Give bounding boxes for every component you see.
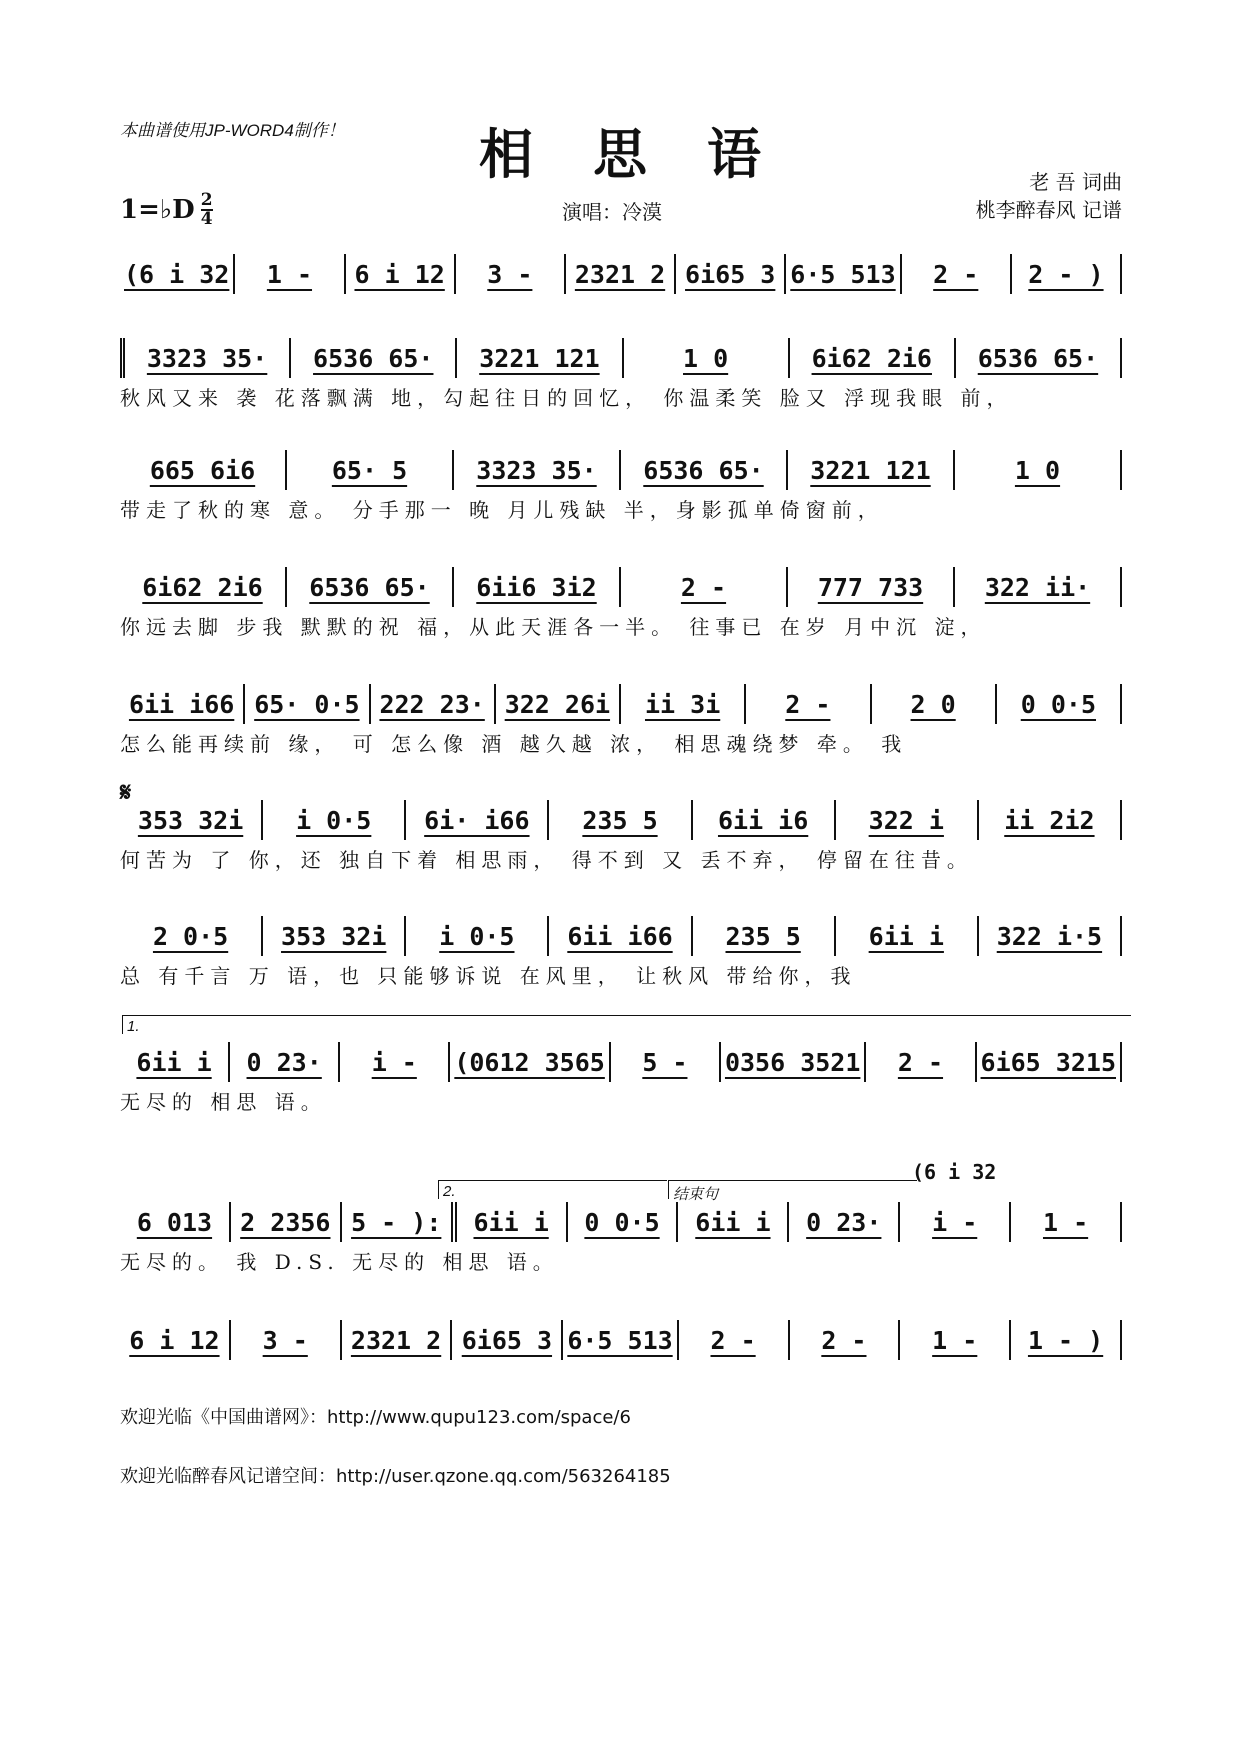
segno-mark: 𝄋 — [120, 778, 132, 808]
measure: (0612 3565 — [450, 1042, 611, 1082]
measure-line — [120, 1200, 1122, 1244]
measure: 6ii i — [120, 1042, 230, 1082]
measure: 235 5 — [549, 800, 692, 840]
volta-2: 2. — [438, 1180, 667, 1199]
measure: 1 0 — [955, 450, 1122, 490]
lyric-line: 总 有千言 万 语，也 只能够诉说 在风里， 让秋风 带给你，我 — [120, 964, 857, 988]
measure: 0356 3521 — [721, 1042, 866, 1082]
measure: 2 - ) — [1012, 254, 1122, 294]
measure: 3221 121 — [457, 338, 623, 378]
measure: 6536 65· — [956, 338, 1122, 378]
ending-intro: (6 i 32 — [912, 1160, 997, 1184]
score-row — [120, 682, 1122, 757]
footer-link-1[interactable]: 欢迎光临《中国曲谱网》：http://www.qupu123.com/space/6 — [120, 1407, 631, 1428]
measure: 6536 65· — [291, 338, 457, 378]
measure-line — [120, 336, 1122, 380]
measure: 222 23· — [371, 684, 496, 724]
measure: 322 ii· — [955, 567, 1122, 607]
measure: i 0·5 — [263, 800, 406, 840]
measure: 322 26i — [496, 684, 621, 724]
measure: 2 0 — [872, 684, 997, 724]
measure: 65· 5 — [287, 450, 454, 490]
measure: 6536 65· — [287, 567, 454, 607]
measure: 6 i 12 — [120, 1320, 231, 1360]
measure: ii 2i2 — [979, 800, 1122, 840]
score-row — [120, 798, 1122, 873]
measure: 777 733 — [788, 567, 955, 607]
lyric-line: 你远去脚 步我 默默的祝 福，从此天涯各一半。 往事已 在岁 月中沉 淀， — [120, 615, 987, 639]
measure-line — [120, 914, 1122, 958]
score-row — [120, 336, 1122, 411]
lyric-line: 带走了秋的寒 意。 分手那一 晚 月儿残缺 半，身影孤单倚窗前， — [120, 498, 884, 522]
singer: 演唱：冷漠 — [562, 200, 662, 224]
measure: 2 0·5 — [120, 916, 263, 956]
measure: 2 - — [679, 1320, 790, 1360]
measure: 1 - ) — [1011, 1320, 1122, 1360]
lyric-line: 何苦为 了 你，还 独自下着 相思雨， 得不到 又 丢不弃， 停留在往昔。 — [120, 848, 973, 872]
measure: 6i65 3215 — [977, 1042, 1122, 1082]
measure: 6 i 12 — [346, 254, 456, 294]
time-signature — [201, 192, 213, 228]
score-row — [120, 1040, 1122, 1115]
measure: 1 - — [235, 254, 345, 294]
measure-line — [120, 448, 1122, 492]
lyric-line: 无尽的。 我 D.S. 无尽的 相思 语。 — [120, 1250, 559, 1274]
measure: 3 - — [231, 1320, 342, 1360]
score-row — [120, 914, 1122, 989]
measure: 0 0·5 — [568, 1202, 679, 1242]
measure: 2321 2 — [342, 1320, 453, 1360]
measure: 322 i·5 — [979, 916, 1122, 956]
transcriber: 桃李醉春风 记谱 — [975, 198, 1122, 222]
measure: 0 23· — [789, 1202, 900, 1242]
lyric-line: 怎么能再续前 缘， 可 怎么像 酒 越久越 浓， 相思魂绕梦 牵。 我 — [120, 732, 908, 756]
measure: 2321 2 — [566, 254, 676, 294]
volta-1: 1. — [122, 1015, 1131, 1034]
measure: 353 32i — [120, 800, 263, 840]
measure: 6i· i66 — [406, 800, 549, 840]
measure-line — [120, 565, 1122, 609]
measure: 6i62 2i6 — [790, 338, 956, 378]
measure: 5 - ): — [342, 1202, 457, 1242]
time-denominator: 4 — [200, 209, 213, 229]
measure: 3221 121 — [788, 450, 955, 490]
measure-line — [120, 798, 1122, 842]
measure: 665 6i6 — [120, 450, 287, 490]
measure: ii 3i — [621, 684, 746, 724]
lyricist-composer: 老 吾 词曲 — [1029, 170, 1122, 194]
measure: 6ii i — [678, 1202, 789, 1242]
measure: 65· 0·5 — [245, 684, 370, 724]
score-row — [120, 1318, 1122, 1364]
measure: 1 0 — [624, 338, 790, 378]
lyric-line: 秋风又来 袭 花落飘满 地，勾起往日的回忆， 你温柔笑 脸又 浮现我眼 前， — [120, 386, 1013, 410]
measure-line — [120, 1040, 1122, 1084]
key-signature — [120, 192, 213, 228]
score-row — [120, 252, 1122, 298]
measure: 2 - — [746, 684, 871, 724]
song-title: 相思语 — [479, 122, 821, 186]
software-note: 本曲谱使用JP-WORD4制作！ — [120, 121, 345, 140]
measure: 6ii6 3i2 — [454, 567, 621, 607]
measure: i - — [900, 1202, 1011, 1242]
measure: 322 i — [836, 800, 979, 840]
measure: 2 - — [621, 567, 788, 607]
measure: 353 32i — [263, 916, 406, 956]
measure: 0 0·5 — [997, 684, 1122, 724]
key-label: 1=♭D — [120, 195, 195, 225]
measure: 2 - — [790, 1320, 901, 1360]
measure: 6ii i — [457, 1202, 568, 1242]
lyric-line: 无尽的 相思 语。 — [120, 1090, 327, 1114]
measure: 2 - — [902, 254, 1012, 294]
measure-line — [120, 682, 1122, 726]
measure: 6i62 2i6 — [120, 567, 287, 607]
measure: 3323 35· — [454, 450, 621, 490]
measure: 6i65 3 — [452, 1320, 563, 1360]
measure: 6ii i — [836, 916, 979, 956]
measure: 3 - — [456, 254, 566, 294]
measure: 235 5 — [693, 916, 836, 956]
measure-line — [120, 252, 1122, 296]
measure: 6ii i6 — [693, 800, 836, 840]
measure: 6i65 3 — [676, 254, 786, 294]
measure: 6ii i66 — [549, 916, 692, 956]
time-numerator: 2 — [200, 190, 213, 210]
measure: 2 - — [866, 1042, 976, 1082]
measure: i 0·5 — [406, 916, 549, 956]
measure: i - — [340, 1042, 450, 1082]
score-row — [120, 565, 1122, 640]
measure: 6·5 513 — [786, 254, 901, 294]
measure: 5 - — [611, 1042, 721, 1082]
measure-line — [120, 1318, 1122, 1362]
measure: 6ii i66 — [120, 684, 245, 724]
measure: 6 013 — [120, 1202, 231, 1242]
score-row — [120, 1200, 1122, 1275]
measure: (6 i 32 — [120, 254, 235, 294]
measure: 3323 35· — [120, 338, 291, 378]
footer-link-2[interactable]: 欢迎光临醉春风记谱空间：http://user.qzone.qq.com/563264185 — [120, 1466, 671, 1487]
measure: 1 - — [900, 1320, 1011, 1360]
measure: 0 23· — [230, 1042, 340, 1082]
ending-bracket: 结束句 — [668, 1180, 917, 1199]
measure: 6536 65· — [621, 450, 788, 490]
score-row — [120, 448, 1122, 523]
measure: 6·5 513 — [563, 1320, 678, 1360]
measure: 2 2356 — [231, 1202, 342, 1242]
measure: 1 - — [1011, 1202, 1122, 1242]
